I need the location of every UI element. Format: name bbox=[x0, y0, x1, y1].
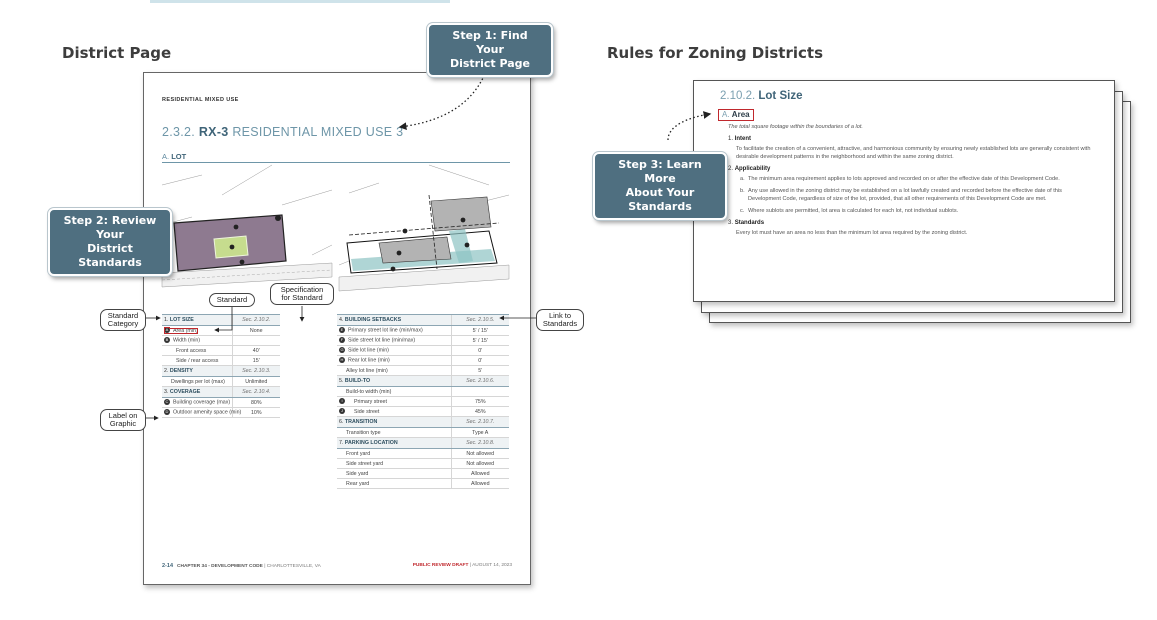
intent-heading: 1. Intent bbox=[728, 136, 752, 142]
page-kicker: RESIDENTIAL MIXED USE bbox=[162, 97, 239, 103]
section-link[interactable]: Sec. 2.10.8. bbox=[451, 438, 509, 449]
section-link[interactable]: Sec. 2.10.4. bbox=[232, 387, 280, 398]
specification-label: Specification for Standard bbox=[270, 283, 334, 305]
lot-section-title: A. LOT bbox=[162, 152, 187, 161]
page-footer: 2-14 CHAPTER 34 - DEVELOPMENT CODE | CHARLOTTESVILLE, VA PUBLIC REVIEW DRAFT | AUGUST 14, 2023 bbox=[162, 563, 512, 569]
step1-callout: Step 1: Find Your District Page bbox=[427, 23, 553, 77]
section-link[interactable]: Sec. 2.10.7. bbox=[451, 417, 509, 428]
standards-text: Every lot must have an area no less than the minimum lot area required by the zoning district. bbox=[736, 230, 968, 236]
table-row: Transition type Type A bbox=[337, 428, 509, 438]
applicability-a: a. The minimum area requirement applies to lots approved and recorded on or after the effective date of this Development Code. bbox=[740, 176, 1060, 182]
district-title: 2.3.2. RX-3 RESIDENTIAL MIXED USE 3 bbox=[162, 125, 404, 139]
table-row: 5. BUILD-TO Sec. 2.10.6. bbox=[337, 376, 509, 387]
standard-connector bbox=[215, 305, 232, 330]
area-standard-highlight[interactable]: A Area (min) bbox=[165, 327, 198, 334]
table-row: Build-to width (min) bbox=[337, 387, 509, 397]
section-link[interactable]: Sec. 2.10.3. bbox=[232, 366, 280, 377]
table-row: I Primary street 75% bbox=[337, 397, 509, 407]
area-definition: The total square footage within the boundaries of a lot. bbox=[728, 124, 863, 130]
table-row: 4. BUILDING SETBACKS Sec. 2.10.5. bbox=[337, 315, 509, 326]
applicability-heading: 2. Applicability bbox=[728, 166, 771, 172]
table-row: Side yard Allowed bbox=[337, 469, 509, 479]
table-row: B Width (min) bbox=[162, 336, 280, 346]
section-link[interactable]: Sec. 2.10.2. bbox=[232, 315, 280, 326]
standards-heading: 3. Standards bbox=[728, 220, 765, 226]
standard-category-label: Standard Category bbox=[100, 309, 146, 331]
table-row: 7. PARKING LOCATION Sec. 2.10.8. bbox=[337, 438, 509, 449]
table-row: Alley lot line (min) 5' bbox=[337, 366, 509, 376]
table-row: A Area (min) None bbox=[162, 326, 280, 336]
link-to-standards-label: Link to Standards bbox=[536, 309, 584, 331]
district-page-heading: District Page bbox=[62, 44, 172, 62]
table-row: Side / rear access 15' bbox=[162, 356, 280, 366]
table-row: Front access 40' bbox=[162, 346, 280, 356]
table-row: Front yard Not allowed bbox=[337, 449, 509, 459]
table-row: Rear yard Allowed bbox=[337, 479, 509, 489]
table-row: F Side street lot line (min/max) 5' / 15' bbox=[337, 336, 509, 346]
rules-page-title: 2.10.2. Lot Size bbox=[720, 90, 803, 102]
table-row: H Rear lot line (min) 0' bbox=[337, 356, 509, 366]
section-link[interactable]: Sec. 2.10.5. bbox=[451, 315, 509, 326]
section-link[interactable]: Sec. 2.10.6. bbox=[451, 376, 509, 387]
step3-callout: Step 3: Learn More About Your Standards bbox=[593, 152, 727, 220]
table-row: E Primary street lot line (min/max) 5' / 15' bbox=[337, 326, 509, 336]
area-highlight-box[interactable]: A. Area bbox=[718, 109, 754, 121]
step2-callout: Step 2: Review Your District Standards bbox=[48, 208, 172, 276]
table-row: 6. TRANSITION Sec. 2.10.7. bbox=[337, 417, 509, 428]
table-row: C Building coverage (max) 80% bbox=[162, 398, 280, 408]
table-row: 3. COVERAGE Sec. 2.10.4. bbox=[162, 387, 280, 398]
table-row: G Side lot line (min) 0' bbox=[337, 346, 509, 356]
table-row: D Outdoor amenity space (min) 10% bbox=[162, 408, 280, 418]
applicability-b: b. Any use allowed in the zoning district may be established on a lot lawfully created and recorded before the effective date of this Development Code, regardless of size of the lot, provided, that all other requirements of this Development Code are met. bbox=[740, 188, 1062, 202]
intent-text: To facilitate the creation of a convenient, attractive, and harmonious community by ensuring newly established lots are generally consistent with desirable development patterns in the neighborhood and within the same zoning district. bbox=[736, 146, 1091, 160]
label-on-graphic-label: Label on Graphic bbox=[100, 409, 146, 431]
table-row: J Side street 45% bbox=[337, 407, 509, 417]
table-row: Side street yard Not allowed bbox=[337, 459, 509, 469]
standard-label: Standard bbox=[209, 293, 255, 307]
table-row: 2. DENSITY Sec. 2.10.3. bbox=[162, 366, 280, 377]
applicability-c: c. Where sublots are permitted, lot area is calculated for each lot, not individual sublots. bbox=[740, 208, 959, 214]
rules-heading: Rules for Zoning Districts bbox=[607, 44, 824, 62]
table-row: Dwellings per lot (max) Unlimited bbox=[162, 377, 280, 387]
step3-connector bbox=[668, 114, 710, 140]
table-row: 1. LOT SIZE Sec. 2.10.2. bbox=[162, 315, 280, 326]
